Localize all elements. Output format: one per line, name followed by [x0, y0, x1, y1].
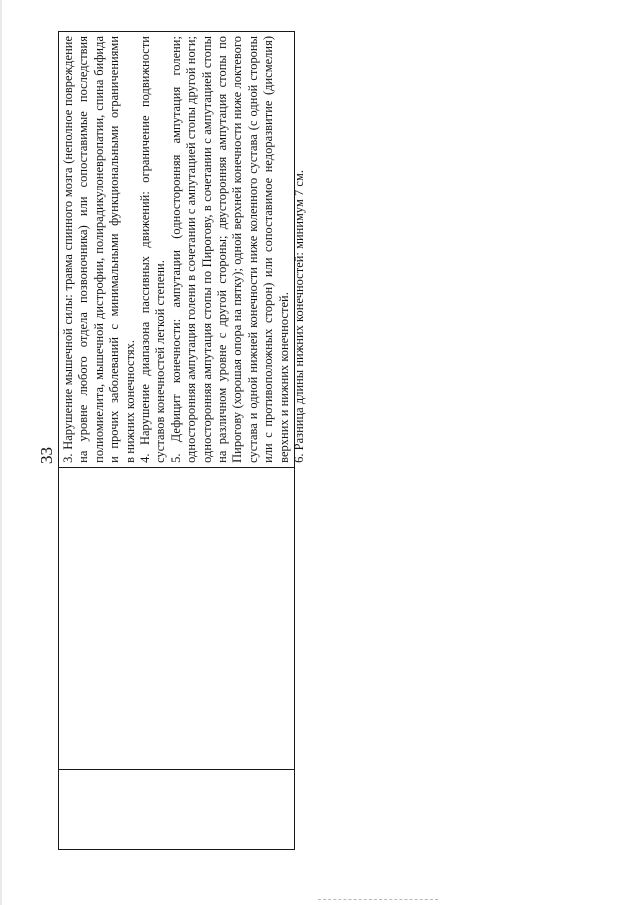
- criteria-line: 4. Нарушение диапазона пассивных движений: ограничение подвижности: [138, 36, 153, 463]
- criteria-line: 3. Нарушение мышечной силы: травма спинного мозга (неполное повреждение: [61, 36, 75, 463]
- criteria-line: суставов конечностей легкой степени.: [153, 260, 168, 463]
- table-cell-criteria-text: [59, 32, 307, 467]
- criteria-line: сустава и одной нижней конечности ниже коленного сустава (с одной стороны: [245, 36, 260, 463]
- page-number: 33: [37, 447, 56, 464]
- criteria-line: 5. Дефицит конечности: ампутации (односторонняя ампутация голени;: [168, 36, 183, 463]
- criteria-line: или с противоположных сторон) или сопоставимое недоразвитие (дисмелия): [261, 36, 276, 463]
- criteria-line: и прочих заболеваний с минимальными функциональными ограничениями: [107, 36, 122, 463]
- criteria-line: 6. Разница длины нижних конечностей: минимум 7 см.: [292, 170, 307, 463]
- table-cell-empty-first: [59, 769, 294, 849]
- criteria-line: Пирогову (хорошая опора на пятку); одной верхней конечности ниже локтевого: [230, 36, 245, 463]
- criteria-line: на уровне любого отдела позвоночника) или сопоставимые последствия: [76, 36, 91, 463]
- criteria-line: односторонняя ампутация стопы по Пирогову, в сочетании с ампутацией стопы: [199, 36, 214, 463]
- criteria-line: в нижних конечностях.: [122, 339, 137, 463]
- criteria-table: [58, 31, 307, 850]
- criteria-line: на различном уровне с другой стороны; двусторонняя ампутация стопы по: [215, 36, 230, 463]
- criteria-line: верхних и нижних конечностей.: [276, 292, 291, 463]
- criteria-line: односторонняя ампутация голени в сочетании с ампутацией стопы другой ноги;: [184, 36, 199, 463]
- criteria-line: полиомиелита, мышечной дистрофии, полирадикулоневропатии, спина бифида: [91, 36, 106, 463]
- table-cell-empty-second: [59, 467, 294, 769]
